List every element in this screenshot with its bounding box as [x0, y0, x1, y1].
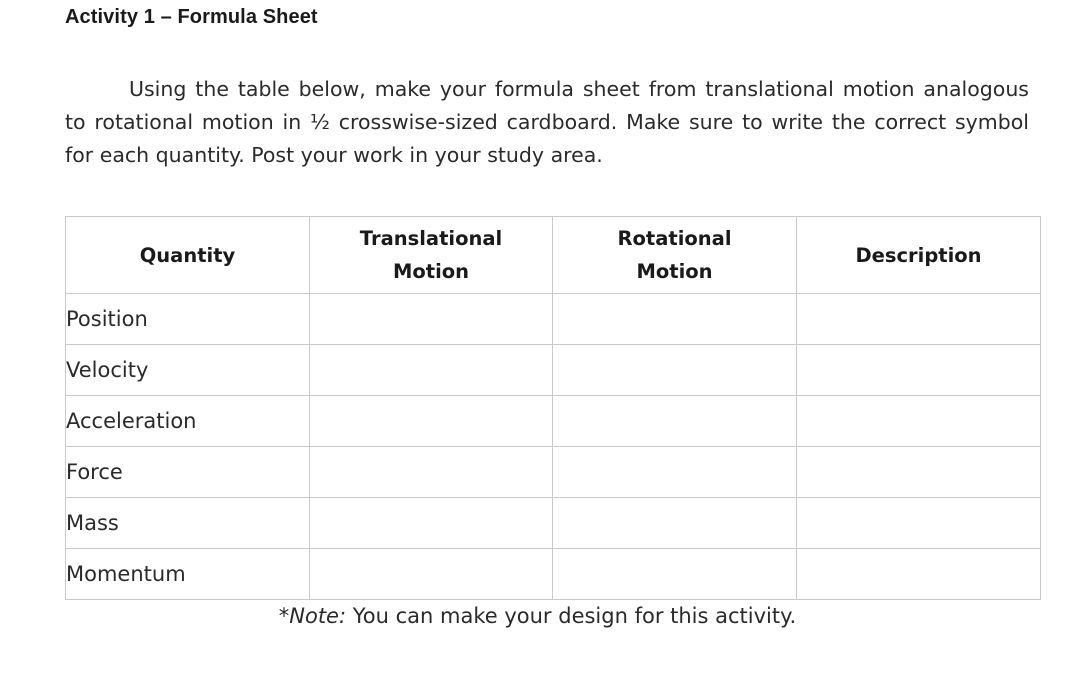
- rotational-cell: [553, 345, 797, 396]
- description-cell: [797, 549, 1041, 600]
- translational-cell: [310, 498, 553, 549]
- header-rotational-motion: [553, 217, 797, 294]
- description-cell: [797, 447, 1041, 498]
- description-cell: [797, 294, 1041, 345]
- rotational-cell: [553, 498, 797, 549]
- header-translational-motion: [310, 217, 553, 294]
- translational-cell: [310, 549, 553, 600]
- quantity-cell: Mass: [66, 498, 310, 549]
- quantity-cell: Force: [66, 447, 310, 498]
- rotational-cell: [553, 396, 797, 447]
- rotational-cell: [553, 294, 797, 345]
- header-translational-line2: Motion: [392, 260, 470, 283]
- header-description: [797, 217, 1041, 294]
- quantity-cell: Acceleration: [66, 396, 310, 447]
- description-cell: [797, 345, 1041, 396]
- note-text: You can make your design for this activity.: [346, 604, 797, 628]
- note: [0, 604, 1075, 628]
- rotational-cell: [553, 447, 797, 498]
- instructions-paragraph: Using the table below, make your formula sheet from translational motion analogous to rotational motion in ½ crosswise-sized cardboard. Make sure to write the correct symbol for each quantity. Post your work in your study area.: [65, 77, 1029, 167]
- table-row: [66, 396, 1041, 447]
- description-cell: [797, 498, 1041, 549]
- formula-table: [65, 216, 1041, 600]
- table-header-row: [66, 217, 1041, 294]
- quantity-cell: Velocity: [66, 345, 310, 396]
- header-description-label: Description: [855, 243, 982, 267]
- translational-cell: [310, 294, 553, 345]
- table-row: [66, 447, 1041, 498]
- activity-heading: Activity 1 – Formula Sheet: [65, 6, 318, 28]
- table-row: [66, 345, 1041, 396]
- translational-cell: [310, 345, 553, 396]
- table-row: [66, 294, 1041, 345]
- quantity-cell: Position: [66, 294, 310, 345]
- description-cell: [797, 396, 1041, 447]
- rotational-cell: [553, 549, 797, 600]
- header-rotational-line1: Rotational: [617, 227, 732, 250]
- table-row: [66, 498, 1041, 549]
- note-label: *Note:: [278, 604, 347, 628]
- header-quantity-label: Quantity: [139, 243, 236, 267]
- header-translational-line1: Translational: [359, 227, 503, 250]
- header-quantity: [66, 217, 310, 294]
- translational-cell: [310, 396, 553, 447]
- translational-cell: [310, 447, 553, 498]
- table-row: [66, 549, 1041, 600]
- quantity-cell: Momentum: [66, 549, 310, 600]
- header-rotational-line2: Motion: [636, 260, 713, 283]
